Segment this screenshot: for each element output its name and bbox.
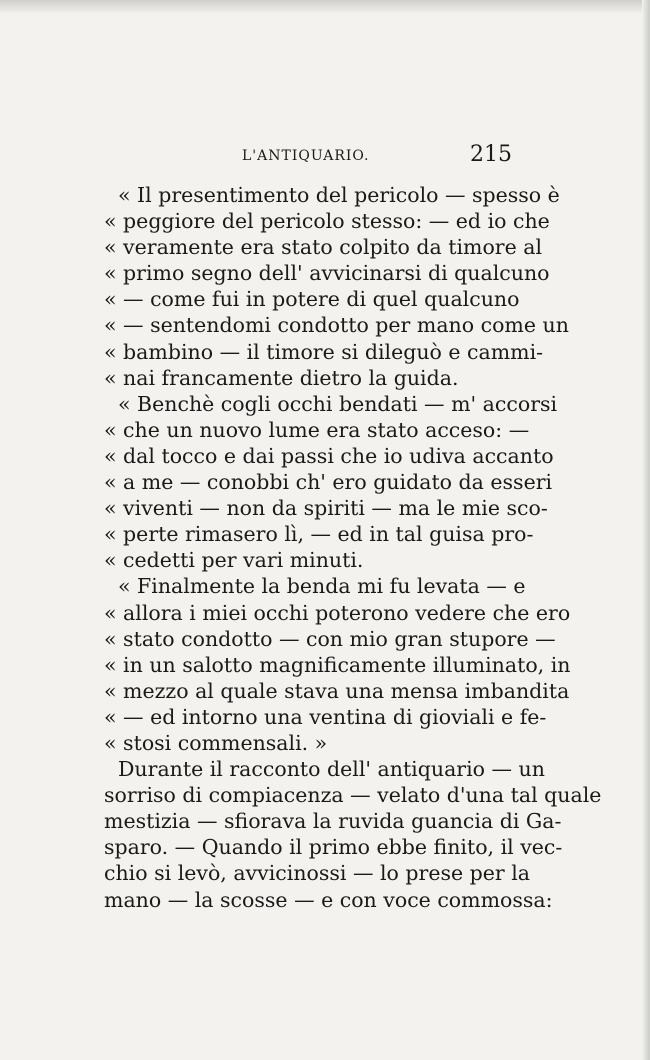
text-line: « nai francamente dietro la guida. xyxy=(104,365,459,390)
text-line: sparo. — Quando il primo ebbe finito, il vec- xyxy=(104,835,563,860)
text-line: « che un nuovo lume era stato acceso: — xyxy=(104,417,530,442)
page-edge-right xyxy=(642,0,650,1060)
text-line: « bambino — il timore si dileguò e cammi- xyxy=(104,339,544,364)
text-line: « in un salotto magnificamente illuminato, in xyxy=(104,652,571,677)
text-line: « Benchè cogli occhi bendati — m' accorsi xyxy=(118,391,558,416)
page-header xyxy=(104,142,512,172)
text-line: Durante il racconto dell' antiquario — un xyxy=(118,757,545,782)
text-line: « Finalmente la benda mi fu levata — e xyxy=(118,574,526,599)
text-line: « mezzo al quale stava una mensa imbandita xyxy=(104,678,570,703)
text-line: « allora i miei occhi poterono vedere che ero xyxy=(104,600,571,625)
text-line: « Il presentimento del pericolo — spesso è xyxy=(118,183,560,207)
text-line: « peggiore del pericolo stesso: — ed io che xyxy=(104,209,550,234)
page-edge xyxy=(0,0,650,14)
text-line: « stato condotto — con mio gran stupore — xyxy=(104,626,556,651)
text-line: sorriso di compiacenza — velato d'una tal quale xyxy=(104,783,602,808)
text-line: « viventi — non da spiriti — ma le mie sco- xyxy=(104,496,548,521)
text-line: « stosi commensali. » xyxy=(104,730,328,755)
text-line: mano — la scosse — e con voce commossa: xyxy=(104,887,553,912)
body-text xyxy=(104,182,602,913)
text-line: « veramente era stato colpito da timore al xyxy=(104,235,543,260)
text-line: chio si levò, avvicinossi — lo prese per la xyxy=(104,861,530,886)
text-line: « a me — conobbi ch' ero guidato da esseri xyxy=(104,470,553,495)
text-line: « primo segno dell' avvicinarsi di qualcuno xyxy=(104,261,550,286)
text-line: « — ed intorno una ventina di gioviali e fe- xyxy=(104,704,547,729)
text-line: « — come fui in potere di quel qualcuno xyxy=(104,287,520,312)
text-line: « dal tocco e dai passi che io udiva accanto xyxy=(104,443,554,468)
running-title: L'ANTIQUARIO. xyxy=(242,148,370,164)
text-line: « — sentendomi condotto per mano come un xyxy=(104,313,569,338)
text-line: « cedetti per vari minuti. xyxy=(104,548,364,573)
page-number: 215 xyxy=(470,142,512,167)
text-line: « perte rimasero lì, — ed in tal guisa pro- xyxy=(104,522,534,547)
text-line: mestizia — sfiorava la ruvida guancia di Ga- xyxy=(104,809,562,834)
